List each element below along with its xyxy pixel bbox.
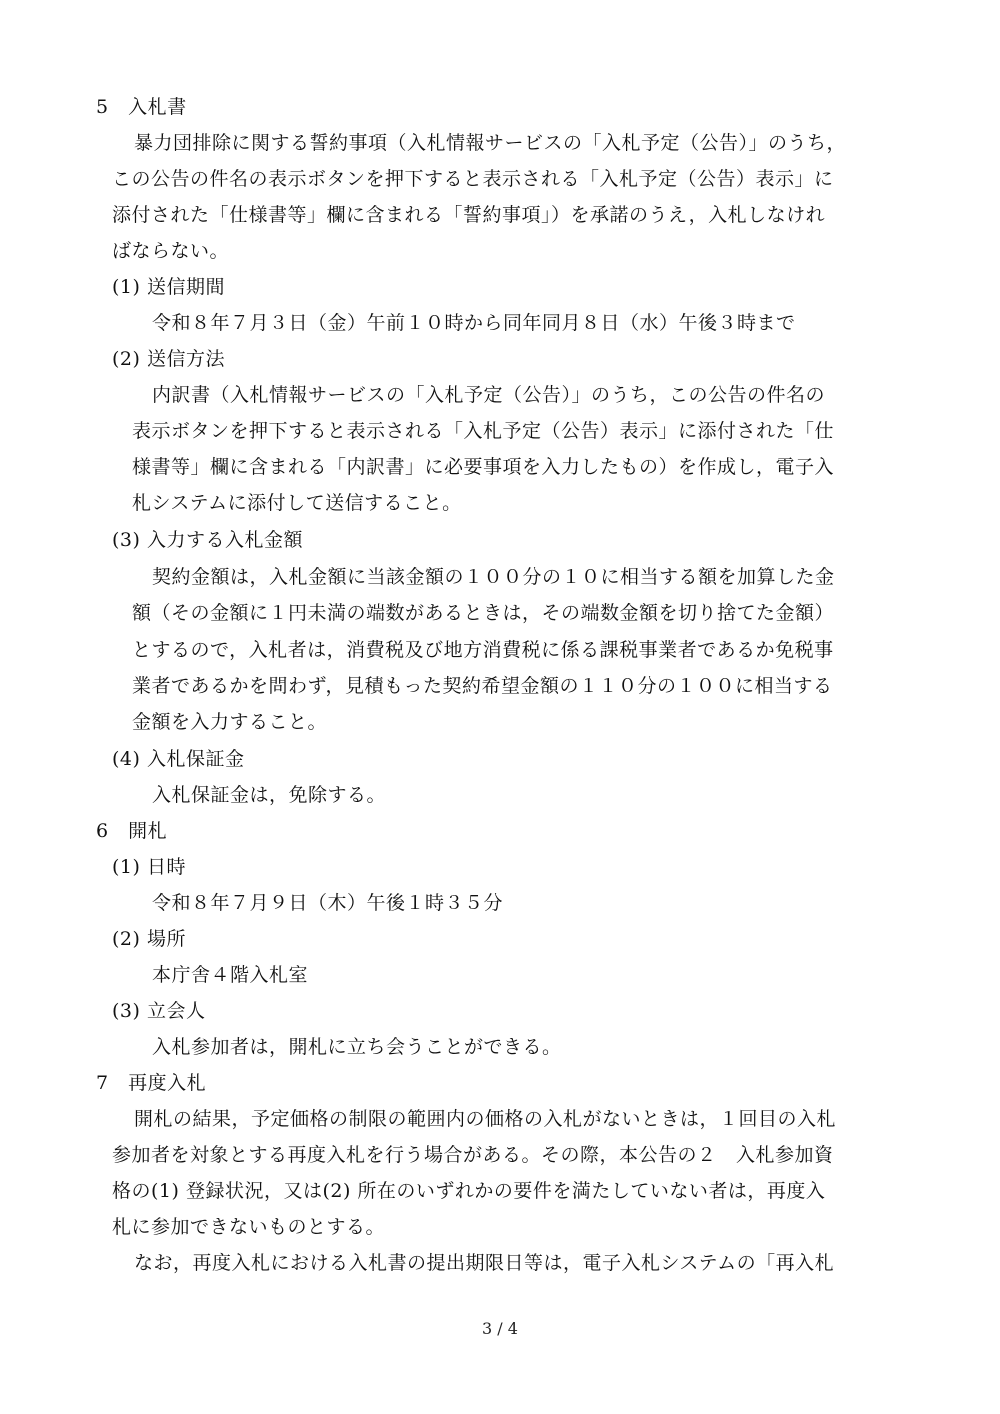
subsection-heading: (2) 送信方法 bbox=[112, 348, 225, 370]
section-heading-7: 7 再度入札 bbox=[96, 1072, 207, 1094]
paragraph-line: ばならない。 bbox=[112, 240, 230, 262]
paragraph-line: 参加者を対象とする再度入札を行う場合がある。その際，本公告の２ 入札参加資 bbox=[112, 1144, 834, 1166]
paragraph-line: 本庁舎４階入札室 bbox=[152, 964, 309, 986]
subsection-heading: (3) 入力する入札金額 bbox=[112, 529, 303, 551]
paragraph-line: 契約金額は，入札金額に当該金額の１００分の１０に相当する額を加算した金 bbox=[152, 566, 835, 588]
section-heading-5: 5 入札書 bbox=[96, 96, 187, 118]
paragraph-line: 入札保証金は，免除する。 bbox=[152, 784, 387, 806]
paragraph-line: 格の(1) 登録状況，又は(2) 所在のいずれかの要件を満たしていない者は，再度入 bbox=[112, 1180, 826, 1202]
paragraph-line: 業者であるかを問わず，見積もった契約希望金額の１１０分の１００に相当する bbox=[132, 675, 833, 697]
paragraph-line: なお，再度入札における入札書の提出期限日等は，電子入札システムの「再入札 bbox=[134, 1252, 835, 1274]
paragraph-line: とするので，入札者は，消費税及び地方消費税に係る課税事業者であるか免税事 bbox=[132, 639, 834, 661]
subsection-heading: (4) 入札保証金 bbox=[112, 748, 245, 770]
paragraph-line: 添付された「仕様書等」欄に含まれる「誓約事項」）を承諾のうえ，入札しなけれ bbox=[112, 204, 826, 226]
paragraph-line: 開札の結果，予定価格の制限の範囲内の価格の入札がないときは，１回目の入札 bbox=[134, 1108, 837, 1130]
subsection-heading: (1) 送信期間 bbox=[112, 276, 225, 298]
paragraph-line: 暴力団排除に関する誓約事項（入札情報サービスの「入札予定（公告）」のうち， bbox=[134, 132, 847, 154]
paragraph-line: 金額を入力すること。 bbox=[132, 711, 328, 733]
subsection-heading: (2) 場所 bbox=[112, 928, 186, 950]
paragraph-line: 札システムに添付して送信すること。 bbox=[132, 492, 462, 514]
paragraph-line: 様書等」欄に含まれる「内訳書」に必要事項を入力したもの）を作成し，電子入 bbox=[132, 456, 835, 478]
subsection-heading: (3) 立会人 bbox=[112, 1000, 206, 1022]
paragraph-line: 札に参加できないものとする。 bbox=[112, 1216, 386, 1238]
subsection-heading: (1) 日時 bbox=[112, 856, 186, 878]
paragraph-line: 令和８年７月９日（木）午後１時３５分 bbox=[152, 892, 504, 914]
page-number: 3 / 4 bbox=[482, 1319, 518, 1338]
section-heading-6: 6 開札 bbox=[96, 820, 168, 842]
paragraph-line: 内訳書（入札情報サービスの「入札予定（公告）」のうち，この公告の件名の bbox=[152, 384, 826, 406]
paragraph-line: 額（その金額に１円未満の端数があるときは，その端数金額を切り捨てた金額） bbox=[132, 602, 835, 624]
paragraph-line: この公告の件名の表示ボタンを押下すると表示される「入札予定（公告）表示」に bbox=[112, 168, 834, 190]
paragraph-line: 表示ボタンを押下すると表示される「入札予定（公告）表示」に添付された「仕 bbox=[132, 420, 835, 442]
paragraph-line: 入札参加者は，開札に立ち会うことができる。 bbox=[152, 1036, 562, 1058]
paragraph-line: 令和８年７月３日（金）午前１０時から同年同月８日（水）午後３時まで bbox=[152, 312, 796, 334]
